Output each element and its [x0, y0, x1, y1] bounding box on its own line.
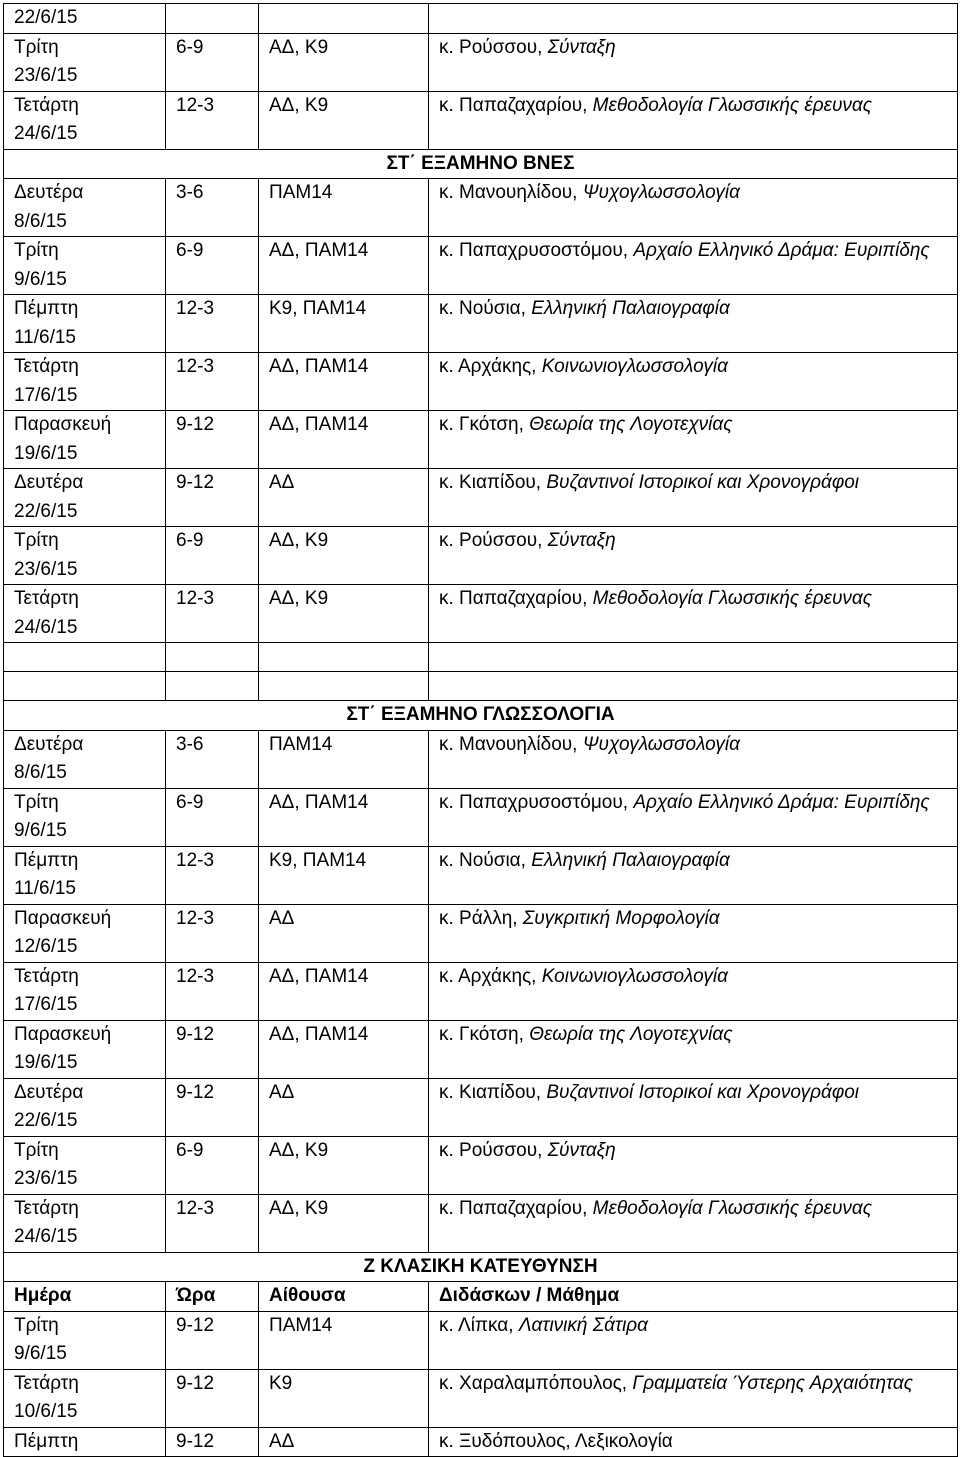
- day-cell: [4, 237, 166, 295]
- room-value: ΑΔ, ΠΑΜ14: [269, 965, 369, 987]
- day-cell: [4, 1020, 166, 1078]
- room-value: ΑΔ, Κ9: [269, 530, 329, 551]
- empty-cell: [259, 643, 429, 672]
- time-cell: [166, 237, 259, 295]
- time-cell: [166, 353, 259, 411]
- time-value: 6-9: [176, 36, 204, 58]
- table-row: [4, 1311, 958, 1369]
- room-value: Κ9, ΠΑΜ14: [269, 849, 367, 871]
- day-name: Δευτέρα: [14, 1081, 84, 1103]
- day-name: Παρασκευή: [14, 414, 112, 435]
- time-cell: [166, 527, 259, 585]
- day-date: 8/6/15: [14, 762, 67, 783]
- day-cell: [4, 846, 166, 904]
- day-cell: [4, 353, 166, 411]
- day-name: Πέμπτη: [14, 298, 79, 319]
- teacher-course-cell: [429, 1020, 958, 1078]
- spacer-row: [4, 643, 958, 672]
- room-cell: [259, 1078, 429, 1136]
- course-name: Ελληνική Παλαιογραφία: [531, 849, 730, 871]
- empty-cell: [166, 643, 259, 672]
- section-title: [4, 149, 958, 179]
- course-name: Μεθοδολογία Γλωσσικής έρευνας: [592, 588, 873, 609]
- day-name: Τετάρτη: [14, 588, 79, 609]
- day-name: Δευτέρα: [14, 733, 84, 755]
- teacher-name: κ. Παπαζαχαρίου,: [439, 94, 593, 116]
- teacher-name: κ. Παπαζαχαρίου,: [439, 1197, 593, 1219]
- course-name: Μεθοδολογία Γλωσσικής έρευνας: [592, 94, 873, 116]
- day-cell: [4, 295, 166, 353]
- room-value: ΑΔ, ΠΑΜ14: [269, 356, 369, 377]
- room-cell: [259, 179, 429, 237]
- room-header-text: Αίθουσα: [269, 1285, 346, 1306]
- teacher-name: κ. Παπαχρυσοστόμου,: [439, 240, 634, 261]
- time-value: 9-12: [176, 1314, 215, 1336]
- room-value: Κ9, ΠΑΜ14: [269, 298, 367, 319]
- room-cell: [259, 1427, 429, 1457]
- time-cell: [166, 1020, 259, 1078]
- day-header: [4, 1282, 166, 1312]
- table-row: [4, 4, 958, 34]
- teacher-name: κ. Ράλλη,: [439, 907, 523, 929]
- table-row: [4, 585, 958, 643]
- table-row: [4, 469, 958, 527]
- teacher-name: κ. Νούσια,: [439, 298, 532, 319]
- table-row: [4, 1369, 958, 1427]
- day-cell: [4, 788, 166, 846]
- day-date: 9/6/15: [14, 1343, 67, 1364]
- section-title-text: ΣΤ΄ ΕΞΑΜΗΝΟ ΒΝΕΣ: [386, 152, 575, 174]
- day-name: Τετάρτη: [14, 94, 79, 116]
- room-cell: [259, 1194, 429, 1252]
- time-cell: [166, 1311, 259, 1369]
- time-cell: [166, 1427, 259, 1457]
- room-cell: [259, 1020, 429, 1078]
- course-name: Λεξικολογία: [574, 1430, 673, 1452]
- time-value: 12-3: [176, 849, 215, 871]
- room-value: ΠΑΜ14: [269, 733, 333, 755]
- room-cell: [259, 411, 429, 469]
- teacher-course-cell: [429, 91, 958, 149]
- day-date: 19/6/15: [14, 1052, 78, 1073]
- day-cell: [4, 1369, 166, 1427]
- day-date: 22/6/15: [14, 1110, 78, 1131]
- day-cell: [4, 962, 166, 1020]
- day-date: 9/6/15: [14, 268, 67, 290]
- time-cell: [166, 4, 259, 34]
- teacher-course-cell: [429, 469, 958, 527]
- room-cell: [259, 1136, 429, 1194]
- room-cell: [259, 33, 429, 91]
- day-date: 11/6/15: [14, 878, 76, 899]
- teacher-header: [429, 1282, 958, 1312]
- course-name: Μεθοδολογία Γλωσσικής έρευνας: [592, 1197, 873, 1219]
- room-cell: [259, 527, 429, 585]
- day-cell: [4, 730, 166, 788]
- day-date: 24/6/15: [14, 616, 78, 638]
- teacher-course-cell: [429, 4, 958, 34]
- time-cell: [166, 33, 259, 91]
- room-value: ΑΔ: [269, 907, 295, 929]
- day-cell: [4, 527, 166, 585]
- room-cell: [259, 91, 429, 149]
- course-name: Αρχαίο Ελληνικό Δράμα: Ευριπίδης: [633, 240, 930, 261]
- time-value: 12-3: [176, 1197, 215, 1219]
- day-date: 22/6/15: [14, 500, 78, 522]
- day-date: 8/6/15: [14, 210, 67, 232]
- section-title-row: [4, 1252, 958, 1282]
- day-name: Τρίτη: [14, 791, 59, 813]
- teacher-course-cell: [429, 1311, 958, 1369]
- day-name: Τρίτη: [14, 240, 59, 261]
- teacher-course-cell: [429, 295, 958, 353]
- room-cell: [259, 1369, 429, 1427]
- time-cell: [166, 1194, 259, 1252]
- teacher-name: κ. Αρχάκης,: [439, 965, 542, 987]
- course-name: Θεωρία της Λογοτεχνίας: [529, 414, 733, 435]
- course-name: Θεωρία της Λογοτεχνίας: [529, 1023, 733, 1045]
- teacher-course-cell: [429, 1078, 958, 1136]
- day-header-text: Ημέρα: [14, 1285, 72, 1306]
- room-cell: [259, 788, 429, 846]
- empty-cell: [4, 672, 166, 701]
- course-name: Λατινική Σάτιρα: [518, 1314, 649, 1336]
- table-row: [4, 353, 958, 411]
- room-value: ΑΔ: [269, 1081, 295, 1103]
- empty-cell: [429, 643, 958, 672]
- room-cell: [259, 4, 429, 34]
- teacher-course-cell: [429, 1136, 958, 1194]
- room-value: ΠΑΜ14: [269, 1314, 333, 1336]
- day-date: 11/6/15: [14, 326, 76, 348]
- day-cell: [4, 33, 166, 91]
- teacher-course-cell: [429, 179, 958, 237]
- table-row: [4, 411, 958, 469]
- course-name: Κοινωνιογλωσσολογία: [541, 965, 728, 987]
- day-cell: [4, 179, 166, 237]
- teacher-course-cell: [429, 411, 958, 469]
- course-name: Ψυχογλωσσολογία: [582, 733, 740, 755]
- day-date: Πέμπτη: [14, 1430, 79, 1452]
- table-row: [4, 904, 958, 962]
- time-value: 12-3: [176, 965, 215, 987]
- section-title-text: ΣΤ΄ ΕΞΑΜΗΝΟ ΓΛΩΣΣΟΛΟΓΙΑ: [346, 704, 615, 725]
- time-value: 6-9: [176, 530, 204, 551]
- teacher-course-cell: [429, 1369, 958, 1427]
- day-name: Τετάρτη: [14, 356, 79, 377]
- day-date: 19/6/15: [14, 442, 78, 464]
- course-name: Βυζαντινοί Ιστορικοί και Χρονογράφοι: [546, 472, 859, 493]
- teacher-name: κ. Ρούσσου,: [439, 530, 548, 551]
- day-name: Πέμπτη: [14, 849, 79, 871]
- day-name: Τρίτη: [14, 530, 59, 551]
- empty-cell: [4, 643, 166, 672]
- time-value: 9-12: [176, 472, 215, 493]
- day-name: Τετάρτη: [14, 1197, 79, 1219]
- teacher-name: κ. Μανουηλίδου,: [439, 182, 583, 203]
- teacher-course-cell: [429, 962, 958, 1020]
- table-row: [4, 788, 958, 846]
- teacher-name: κ. Ξυδόπουλος,: [439, 1430, 575, 1452]
- room-cell: [259, 237, 429, 295]
- time-cell: [166, 1136, 259, 1194]
- room-value: ΑΔ, ΠΑΜ14: [269, 1023, 369, 1045]
- empty-cell: [429, 672, 958, 701]
- room-value: ΑΔ, Κ9: [269, 94, 329, 116]
- teacher-course-cell: [429, 904, 958, 962]
- time-cell: [166, 411, 259, 469]
- room-cell: [259, 469, 429, 527]
- room-value: ΑΔ, Κ9: [269, 1197, 329, 1219]
- teacher-course-cell: [429, 1194, 958, 1252]
- day-date: 23/6/15: [14, 558, 78, 580]
- teacher-course-cell: [429, 788, 958, 846]
- room-value: ΑΔ: [269, 1430, 295, 1452]
- day-name: Τετάρτη: [14, 1372, 79, 1394]
- day-name: Παρασκευή: [14, 1023, 112, 1045]
- teacher-course-cell: [429, 585, 958, 643]
- day-cell: [4, 1078, 166, 1136]
- time-value: 9-12: [176, 1023, 215, 1045]
- day-name: Τετάρτη: [14, 965, 79, 987]
- time-cell: [166, 730, 259, 788]
- table-row: [4, 1427, 958, 1457]
- teacher-course-cell: [429, 527, 958, 585]
- table-row: [4, 33, 958, 91]
- day-cell: [4, 1311, 166, 1369]
- room-value: ΠΑΜ14: [269, 182, 333, 203]
- teacher-name: κ. Ρούσσου,: [439, 1139, 548, 1161]
- time-value: 12-3: [176, 356, 215, 377]
- day-cell: [4, 1194, 166, 1252]
- time-value: 9-12: [176, 1430, 215, 1452]
- section-title-text: Ζ ΚΛΑΣΙΚΗ ΚΑΤΕΥΘΥΝΣΗ: [363, 1255, 598, 1277]
- room-header: [259, 1282, 429, 1312]
- time-value: 6-9: [176, 791, 204, 813]
- room-value: Κ9: [269, 1372, 293, 1394]
- time-value: 3-6: [176, 182, 204, 203]
- day-date: 10/6/15: [14, 1401, 78, 1422]
- teacher-course-cell: [429, 33, 958, 91]
- time-cell: [166, 788, 259, 846]
- time-cell: [166, 1369, 259, 1427]
- room-cell: [259, 904, 429, 962]
- day-date: 23/6/15: [14, 65, 78, 86]
- day-cell: [4, 411, 166, 469]
- time-cell: [166, 91, 259, 149]
- teacher-course-cell: [429, 353, 958, 411]
- course-name: Βυζαντινοί Ιστορικοί και Χρονογράφοι: [546, 1081, 859, 1103]
- day-date: 17/6/15: [14, 994, 78, 1015]
- teacher-course-cell: [429, 846, 958, 904]
- day-cell: [4, 469, 166, 527]
- teacher-name: κ. Κιαπίδου,: [439, 1081, 547, 1103]
- course-name: Ελληνική Παλαιογραφία: [531, 298, 730, 319]
- day-date: 12/6/15: [14, 936, 78, 957]
- table-row: [4, 295, 958, 353]
- day-date: 24/6/15: [14, 1226, 78, 1247]
- teacher-course-cell: [429, 237, 958, 295]
- day-cell: [4, 1427, 166, 1457]
- course-name: Σύνταξη: [547, 1139, 616, 1161]
- day-cell: [4, 1136, 166, 1194]
- day-cell: [4, 904, 166, 962]
- course-name: Γραμματεία Ύστερης Αρχαιότητας: [632, 1372, 913, 1394]
- teacher-name: κ. Αρχάκης,: [439, 356, 542, 377]
- room-value: ΑΔ, Κ9: [269, 36, 329, 58]
- table-row: [4, 237, 958, 295]
- day-name: Τρίτη: [14, 1139, 59, 1161]
- room-value: ΑΔ, Κ9: [269, 1139, 329, 1161]
- time-value: 12-3: [176, 907, 215, 929]
- time-value: 9-12: [176, 1081, 215, 1103]
- course-name: Σύνταξη: [547, 530, 616, 551]
- course-name: Συγκριτική Μορφολογία: [522, 907, 720, 929]
- day-name: Τρίτη: [14, 36, 59, 58]
- header-row: [4, 1282, 958, 1312]
- time-cell: [166, 846, 259, 904]
- time-value: 3-6: [176, 733, 204, 755]
- course-name: Αρχαίο Ελληνικό Δράμα: Ευριπίδης: [633, 791, 930, 813]
- teacher-name: κ. Χαραλαμπόπουλος,: [439, 1372, 633, 1394]
- day-date: 9/6/15: [14, 820, 67, 841]
- teacher-name: κ. Παπαζαχαρίου,: [439, 588, 593, 609]
- time-value: 9-12: [176, 414, 215, 435]
- course-name: Κοινωνιογλωσσολογία: [541, 356, 728, 377]
- teacher-name: κ. Ρούσσου,: [439, 36, 548, 58]
- day-name: Παρασκευή: [14, 907, 112, 929]
- time-cell: [166, 1078, 259, 1136]
- time-value: 12-3: [176, 94, 215, 116]
- room-cell: [259, 353, 429, 411]
- section-title: [4, 1252, 958, 1282]
- day-name: Δευτέρα: [14, 472, 84, 493]
- room-cell: [259, 1311, 429, 1369]
- table-row: [4, 962, 958, 1020]
- day-date: 23/6/15: [14, 1168, 78, 1189]
- day-date: 17/6/15: [14, 384, 78, 406]
- time-value: 6-9: [176, 1139, 204, 1161]
- table-row: [4, 179, 958, 237]
- table-row: [4, 846, 958, 904]
- course-name: Σύνταξη: [547, 36, 616, 58]
- time-value: 12-3: [176, 298, 215, 319]
- teacher-course-cell: [429, 730, 958, 788]
- time-cell: [166, 904, 259, 962]
- table-row: [4, 1078, 958, 1136]
- section-title-row: [4, 701, 958, 731]
- room-value: ΑΔ, ΠΑΜ14: [269, 791, 369, 813]
- course-name: Ψυχογλωσσολογία: [582, 182, 740, 203]
- day-name: Δευτέρα: [14, 182, 84, 203]
- teacher-name: κ. Λίπκα,: [439, 1314, 519, 1336]
- day-cell: [4, 91, 166, 149]
- time-header: [166, 1282, 259, 1312]
- room-cell: [259, 846, 429, 904]
- teacher-name: κ. Γκότση,: [439, 1023, 530, 1045]
- empty-cell: [166, 672, 259, 701]
- day-cell: [4, 585, 166, 643]
- table-row: [4, 1194, 958, 1252]
- teacher-header-text: Διδάσκων / Μάθημα: [439, 1285, 620, 1306]
- time-value: 12-3: [176, 588, 215, 609]
- room-value: ΑΔ, Κ9: [269, 588, 329, 609]
- time-cell: [166, 962, 259, 1020]
- teacher-name: κ. Νούσια,: [439, 849, 532, 871]
- table-row: [4, 1136, 958, 1194]
- room-cell: [259, 585, 429, 643]
- room-value: ΑΔ: [269, 472, 295, 493]
- teacher-name: κ. Μανουηλίδου,: [439, 733, 583, 755]
- table-row: [4, 91, 958, 149]
- exam-schedule-table: [3, 3, 958, 1457]
- day-cell: [4, 4, 166, 34]
- room-value: ΑΔ, ΠΑΜ14: [269, 414, 369, 435]
- section-title: [4, 701, 958, 731]
- teacher-name: κ. Κιαπίδου,: [439, 472, 547, 493]
- day-name: Τρίτη: [14, 1314, 59, 1336]
- room-value: ΑΔ, ΠΑΜ14: [269, 240, 369, 261]
- time-value: 6-9: [176, 240, 204, 261]
- room-cell: [259, 730, 429, 788]
- table-row: [4, 1020, 958, 1078]
- time-cell: [166, 469, 259, 527]
- empty-cell: [259, 672, 429, 701]
- time-value: 9-12: [176, 1372, 215, 1394]
- time-cell: [166, 585, 259, 643]
- section-title-row: [4, 149, 958, 179]
- time-cell: [166, 179, 259, 237]
- time-cell: [166, 295, 259, 353]
- room-cell: [259, 295, 429, 353]
- teacher-course-cell: [429, 1427, 958, 1457]
- teacher-name: κ. Παπαχρυσοστόμου,: [439, 791, 634, 813]
- table-row: [4, 527, 958, 585]
- spacer-row: [4, 672, 958, 701]
- room-cell: [259, 962, 429, 1020]
- time-header-text: Ώρα: [176, 1285, 216, 1306]
- teacher-name: κ. Γκότση,: [439, 414, 530, 435]
- day-date: 22/6/15: [14, 7, 78, 28]
- day-date: 24/6/15: [14, 123, 78, 144]
- table-row: [4, 730, 958, 788]
